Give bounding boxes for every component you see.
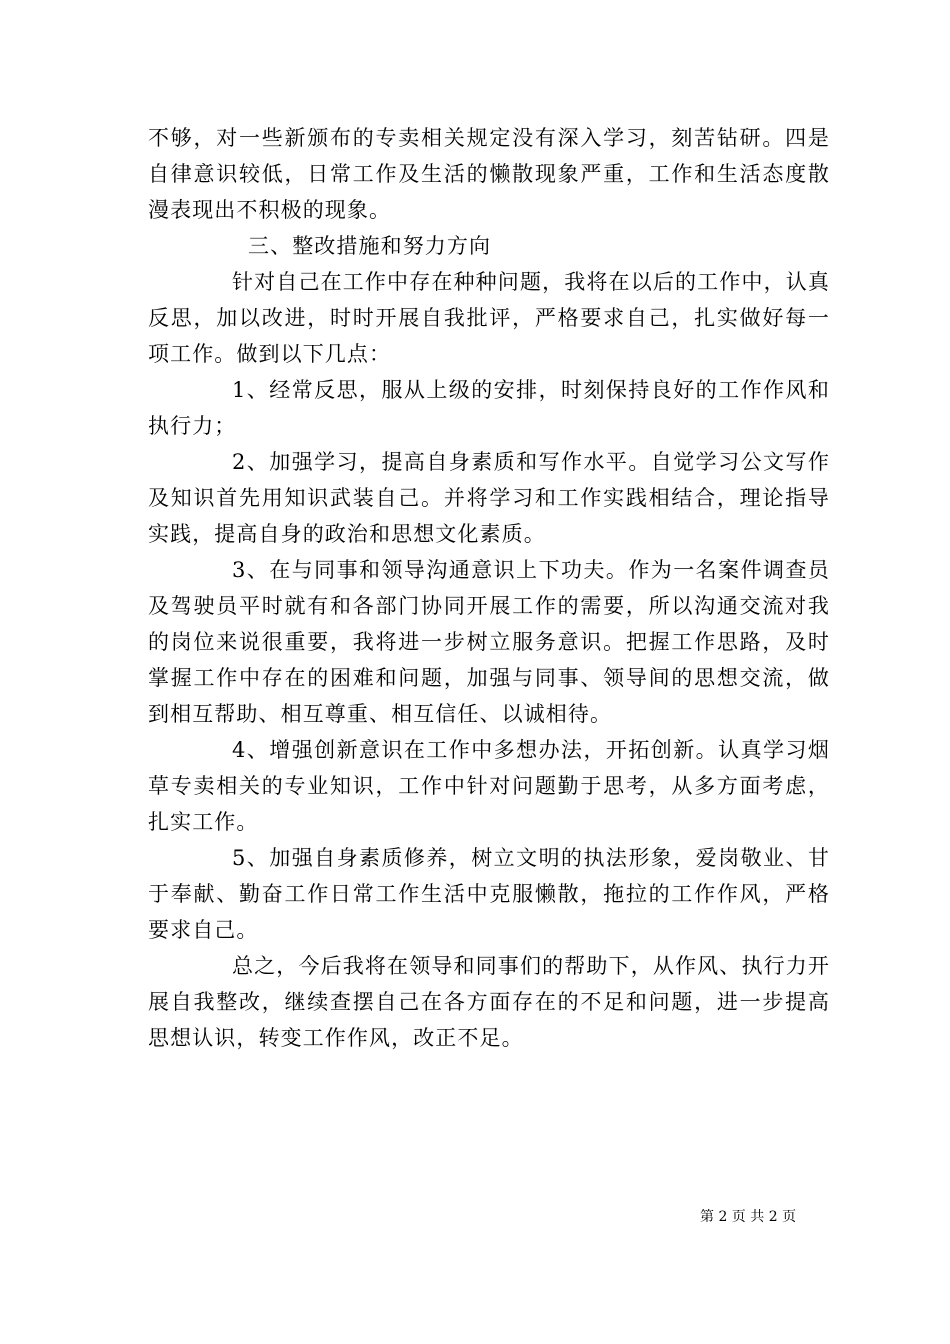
paragraph-intro: 针对自己在工作中存在种种问题，我将在以后的工作中，认真反思，加以改进，时时开展自我批评，严格要求自己，扎实做好每一项工作。做到以下几点：: [148, 270, 830, 366]
paragraph-conclusion: 总之，今后我将在领导和同事们的帮助下，从作风、执行力开展自我整改，继续查摆自己在各方面存在的不足和问题，进一步提高思想认识，转变工作作风，改正不足。: [148, 954, 830, 1050]
section-heading: 三、整改措施和努力方向: [248, 234, 492, 258]
paragraph-continuation: 不够，对一些新颁布的专卖相关规定没有深入学习，刻苦钻研。四是自律意识较低，日常工作及生活的懒散现象严重，工作和生活态度散漫表现出不积极的现象。: [148, 126, 830, 222]
document-body: [148, 120, 830, 1056]
list-item-1: 1、经常反思，服从上级的安排，时刻保持良好的工作作风和执行力；: [148, 378, 830, 438]
list-item-3: 3、在与同事和领导沟通意识上下功夫。作为一名案件调查员及驾驶员平时就有和各部门协同开展工作的需要，所以沟通交流对我的岗位来说很重要，我将进一步树立服务意识。把握工作思路，及时掌握工作中存在的困难和问题，加强与同事、领导间的思想交流，做到相互帮助、相互尊重、相互信任、以诚相待。: [148, 558, 830, 726]
page-number: 第 2 页 共 2 页: [700, 1209, 797, 1225]
list-item-2: 2、加强学习，提高自身素质和写作水平。自觉学习公文写作及知识首先用知识武装自己。并将学习和工作实践相结合，理论指导实践，提高自身的政治和思想文化素质。: [148, 450, 830, 546]
list-item-4: 4、增强创新意识在工作中多想办法，开拓创新。认真学习烟草专卖相关的专业知识，工作中针对问题勤于思考，从多方面考虑，扎实工作。: [148, 738, 830, 834]
list-item-5: 5、加强自身素质修养，树立文明的执法形象，爱岗敬业、甘于奉献、勤奋工作日常工作生活中克服懒散，拖拉的工作作风，严格要求自己。: [148, 846, 830, 942]
